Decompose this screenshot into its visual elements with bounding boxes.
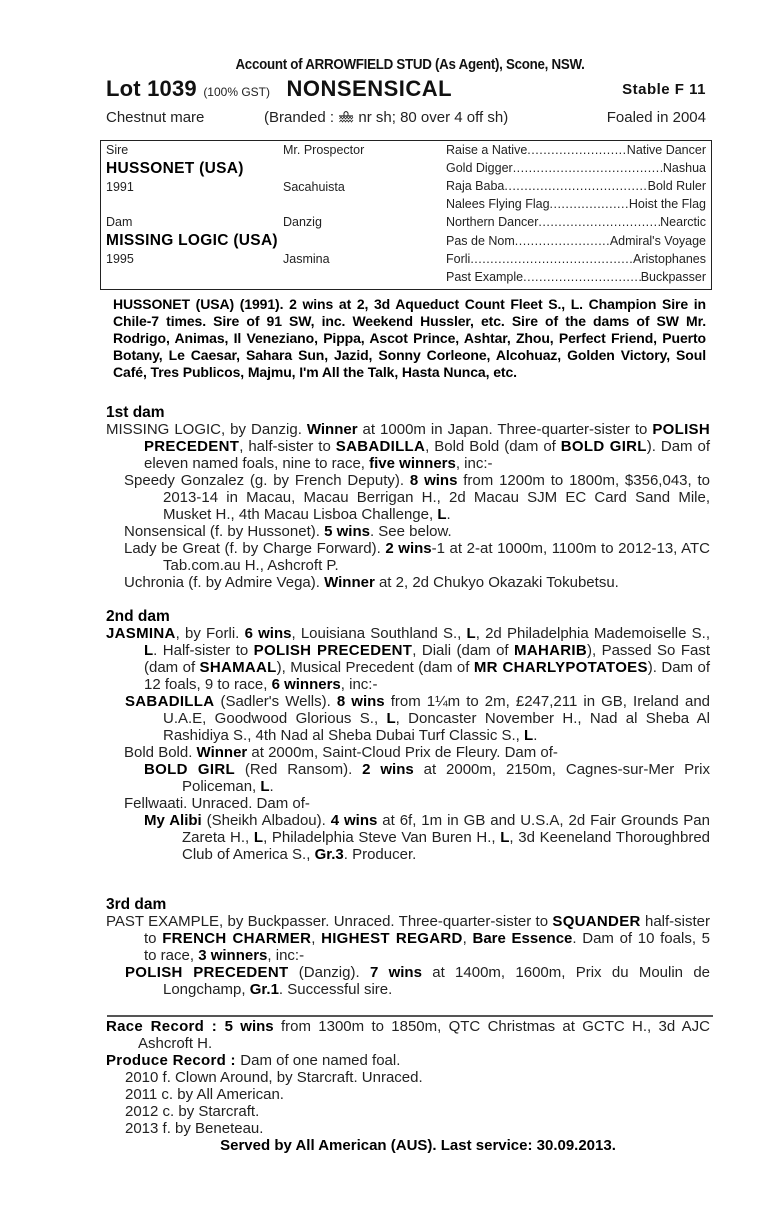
black-type-name: FRENCH CHARMER <box>162 930 312 947</box>
ancestor-sire: Hoist the Flag <box>628 197 706 211</box>
bold-text: My Alibi <box>144 812 202 829</box>
pedigree-table <box>100 140 712 290</box>
section-heading: 3rd dam <box>106 896 167 913</box>
third-gen-row <box>446 179 706 193</box>
progeny-entry <box>106 523 710 540</box>
sire-summary: HUSSONET (USA) (1991). 2 wins at 2, 3d Aqueduct Count Fleet S., L. Champion Sire in Chile-7 times. Sire of 91 SW, inc. Weekend Hussler, etc. Sire of the dams of SW Mr. Rodrigo, Animas, Il Veneziano, Pippa, Ascot Prince, Ashtar, Zhou, Perfect Friend, Puerto Botany, Le Caesar, Sahara Sun, Jazid, Sonny Corleone, Alcohuaz, Golden Victory, Soul Café, Tres Publicos, Majmu, I'm All the Talk, Hasta Nunca, etc. <box>113 296 706 380</box>
black-type-name: MAHARIB <box>514 642 587 659</box>
section-divider <box>107 1015 713 1017</box>
lot-number: Lot 1039 <box>106 76 197 101</box>
text: , Diali (dam of <box>412 642 515 659</box>
black-type-name: POLISH PRECEDENT <box>253 642 413 659</box>
text: Bold Bold. <box>124 744 197 761</box>
ancestor-name: Past Example <box>446 270 524 284</box>
text: (Sheikh Albadou). <box>201 812 331 829</box>
color-sex: Chestnut mare <box>106 109 205 126</box>
horse-name: NONSENSICAL <box>286 76 453 101</box>
text: , <box>462 930 473 947</box>
brand-prefix: (Branded : <box>264 109 339 126</box>
text: . See below. <box>369 523 452 540</box>
bold-text: L <box>386 710 396 727</box>
foaled-year: Foaled in 2004 <box>606 109 706 126</box>
leader-dots <box>504 179 647 193</box>
ancestor-name: Raise a Native <box>446 143 528 157</box>
text: Fellwaati. Unraced. Dam of- <box>124 795 310 812</box>
text: , Louisiana Southland S., <box>291 625 467 642</box>
grandprogeny-entry <box>106 761 710 795</box>
third-gen-row <box>446 197 706 211</box>
third-gen-row <box>446 234 706 248</box>
black-type-name: HIGHEST REGARD <box>321 930 463 947</box>
bold-text: Gr.1 <box>249 981 279 998</box>
text: , Bold Bold (dam of <box>425 438 561 455</box>
text: , Doncaster November H., Nad al Sheba Al Rashidiya S., 4th Nad al Sheba Dubai Turf Classic S., <box>163 710 711 744</box>
bold-text: 6 wins <box>244 625 292 642</box>
brand-description <box>264 103 508 133</box>
text: from 1300m to 1850m, QTC Christmas at GCTC H., 3d AJC Ashcroft H. <box>138 1018 710 1052</box>
ancestor-sire: Native Dancer <box>626 143 706 157</box>
ancestor-sire: Admiral's Voyage <box>609 234 706 248</box>
text: . <box>533 727 538 744</box>
bold-text: 3 winners <box>198 947 268 964</box>
section-heading: 2nd dam <box>106 608 170 625</box>
first-dam-section <box>106 404 710 591</box>
bold-text: Gr.3 <box>314 846 344 863</box>
dam-sire: Danzig <box>283 215 322 229</box>
dam-dam: Jasmina <box>283 252 330 266</box>
served-note: Served by All American (AUS). Last service: 30.09.2013. <box>220 1137 616 1154</box>
progeny-entry <box>106 744 710 761</box>
text: , <box>311 930 322 947</box>
ancestor-name: Pas de Nom <box>446 234 515 248</box>
bold-text: five winners <box>369 455 456 472</box>
black-type-name: MR CHARLYPOTATOES <box>473 659 648 676</box>
third-gen-row <box>446 270 706 284</box>
text: , 3d Keeneland Thoroughbred Club of America S., <box>182 829 711 863</box>
text: at 2, 2d Chukyo Okazaki Tokubetsu. <box>374 574 619 591</box>
bold-text: L <box>253 829 264 846</box>
bold-text: Winner <box>306 421 358 438</box>
dam-intro <box>106 421 710 472</box>
ancestor-sire: Nashua <box>662 161 706 175</box>
leader-dots <box>538 215 660 229</box>
text: . <box>446 506 451 523</box>
black-type-name: SABADILLA <box>335 438 426 455</box>
black-type-name: SABADILLA <box>125 693 215 710</box>
text: (Danzig). <box>288 964 370 981</box>
text: Speedy Gonzalez (g. by French Deputy). <box>124 472 410 489</box>
brand-mark-icon <box>338 104 354 118</box>
text: , Philadelphia Steve Van Buren H., <box>263 829 501 846</box>
text: at 6f, 1m in GB and U.S.A, 2d Fair Grounds Pan Zareta H., <box>182 812 710 846</box>
records-section <box>106 1018 710 1154</box>
bold-text: Winner <box>196 744 248 761</box>
bold-text: L <box>466 625 476 642</box>
text: , half-sister to <box>239 438 336 455</box>
text: Uchronia (f. by Admire Vega). <box>124 574 325 591</box>
text: (Red Ransom). <box>234 761 363 778</box>
black-type-name: POLISH PRECEDENT <box>125 964 289 981</box>
ancestor-name: Forli <box>446 252 471 266</box>
progeny-entry <box>106 574 710 591</box>
foal-entry: 2013 f. by Beneteau. <box>125 1120 264 1137</box>
horse-description-row <box>106 103 714 133</box>
vendor-account: Account of ARROWFIELD STUD (As Agent), Scone, NSW. <box>235 57 585 73</box>
race-record <box>106 1018 710 1052</box>
text: -1 at 2-at 1000m, 1100m to 2012-13, ATC Tab.com.au H., Ashcroft P. <box>163 540 710 574</box>
leader-dots <box>527 143 627 157</box>
produce-record <box>106 1052 710 1069</box>
bold-text: L <box>144 642 154 659</box>
second-dam-section <box>106 608 710 863</box>
ancestor-name: Nalees Flying Flag <box>446 197 550 211</box>
ancestor-name: Gold Digger <box>446 161 513 175</box>
stable-location: Stable F 11 <box>622 81 706 98</box>
text: from 1200m to 1800m, $356,043, to 2013-14 in Macau, Macau Berrigan H., 2d Macau SJM EC Card Sand Mile, Musket H., 4th Macau Lisboa Challenge, <box>163 472 710 523</box>
ancestor-name: Raja Baba <box>446 179 505 193</box>
bold-text: 2 wins <box>362 761 414 778</box>
text: PAST EXAMPLE, by Buckpasser. Unraced. Three-quarter-sister to <box>106 913 553 930</box>
ancestor-sire: Aristophanes <box>633 252 706 266</box>
dam-year: 1995 <box>106 252 134 266</box>
bold-text: L <box>500 829 510 846</box>
text: at 1400m, 1600m, Prix du Moulin de Longchamp, <box>163 964 711 998</box>
text: . Dam of 10 foals, 5 to race, <box>144 930 710 964</box>
third-gen-row <box>446 161 706 175</box>
text: , inc:- <box>267 947 305 964</box>
bold-text: L <box>524 727 534 744</box>
grandprogeny-entry <box>106 812 710 863</box>
text: . <box>269 778 274 795</box>
text: MISSING LOGIC, by Danzig. <box>106 421 307 438</box>
sire-name: HUSSONET (USA) <box>106 160 244 177</box>
leader-dots <box>550 197 629 211</box>
text: , 2d Philadelphia Mademoiselle S., <box>475 625 710 642</box>
bold-text: 8 wins <box>336 693 385 710</box>
text: , inc:- <box>340 676 378 693</box>
black-type-name: JASMINA <box>106 625 176 642</box>
text: Dam of one named foal. <box>240 1052 401 1069</box>
bold-text: 5 wins <box>324 523 370 540</box>
third-dam-section <box>106 896 710 998</box>
race-record-label: Race Record : <box>106 1018 225 1035</box>
text: ), Musical Precedent (dam of <box>276 659 474 676</box>
black-type-name: SHAMAAL <box>199 659 277 676</box>
leader-dots <box>515 234 610 248</box>
text: . Successful sire. <box>278 981 393 998</box>
dam-label: Dam <box>106 215 133 229</box>
foal-entry: 2012 c. by Starcraft. <box>125 1103 260 1120</box>
gst-note: (100% GST) <box>203 85 270 99</box>
brand-suffix: nr sh; 80 over 4 off sh) <box>354 109 509 126</box>
sire-dam: Sacahuista <box>283 180 345 194</box>
progeny-entry <box>106 693 710 744</box>
black-type-name: POLISH PRECEDENT <box>144 421 710 455</box>
lot-title-row <box>106 75 714 103</box>
bold-text: 8 wins <box>409 472 458 489</box>
ancestor-sire: Buckpasser <box>640 270 706 284</box>
dam-intro <box>106 625 710 693</box>
bold-text: 6 winners <box>271 676 341 693</box>
progeny-entry <box>106 540 710 574</box>
text: at 1000m in Japan. Three-quarter-sister to <box>357 421 653 438</box>
text: Lady be Great (f. by Charge Forward). <box>124 540 386 557</box>
text: Nonsensical (f. by Hussonet). <box>124 523 325 540</box>
foal-entry: 2011 c. by All American. <box>125 1086 284 1103</box>
text: half-sister to <box>144 913 710 947</box>
text: at 2000m, Saint-Cloud Prix de Fleury. Dam of- <box>247 744 558 761</box>
progeny-entry <box>106 795 710 812</box>
produce-record-label: Produce Record : <box>106 1052 241 1069</box>
ancestor-sire: Bold Ruler <box>647 179 706 193</box>
bold-text: 4 wins <box>330 812 378 829</box>
text: (Sadler's Wells). <box>214 693 337 710</box>
dam-name: MISSING LOGIC (USA) <box>106 232 278 249</box>
foal-entry: 2010 f. Clown Around, by Starcraft. Unraced. <box>125 1069 423 1086</box>
black-type-name: BOLD GIRL <box>560 438 647 455</box>
sire-year: 1991 <box>106 180 134 194</box>
lot-header <box>106 56 714 133</box>
black-type-name: SQUANDER <box>552 913 641 930</box>
text: from 1¼m to 2m, £247,211 in GB, Ireland and U.A.E, Goodwood Glorious S., <box>163 693 711 727</box>
bold-text: Bare Essence <box>472 930 573 947</box>
bold-text: L <box>260 778 270 795</box>
third-gen-row <box>446 215 706 229</box>
leader-dots <box>470 252 633 266</box>
leader-dots <box>513 161 663 175</box>
leader-dots <box>523 270 641 284</box>
progeny-entry <box>106 964 710 998</box>
ancestor-name: Northern Dancer <box>446 215 539 229</box>
ancestor-sire: Nearctic <box>660 215 706 229</box>
sire-sire: Mr. Prospector <box>283 143 365 157</box>
third-gen-row <box>446 252 706 266</box>
section-heading: 1st dam <box>106 404 165 421</box>
dam-intro <box>106 913 710 964</box>
text: ). Dam of 12 foals, 9 to race, <box>144 659 710 693</box>
text: . Half-sister to <box>153 642 254 659</box>
bold-text: L <box>437 506 447 523</box>
progeny-entry <box>106 472 710 523</box>
black-type-name: BOLD GIRL <box>144 761 235 778</box>
text: , by Forli. <box>175 625 245 642</box>
bold-text: Winner <box>324 574 375 591</box>
text: . Producer. <box>343 846 417 863</box>
text: ), Passed So Fast (dam of <box>144 642 711 676</box>
bold-text: 2 wins <box>385 540 432 557</box>
text: ). Dam of eleven named foals, nine to race, <box>144 438 711 472</box>
bold-text: 5 wins <box>224 1018 274 1035</box>
text: , inc:- <box>455 455 493 472</box>
bold-text: 7 wins <box>369 964 422 981</box>
sire-label: Sire <box>106 143 129 157</box>
third-gen-row <box>446 143 706 157</box>
text: at 2000m, 2150m, Cagnes-sur-Mer Prix Policeman, <box>182 761 710 795</box>
